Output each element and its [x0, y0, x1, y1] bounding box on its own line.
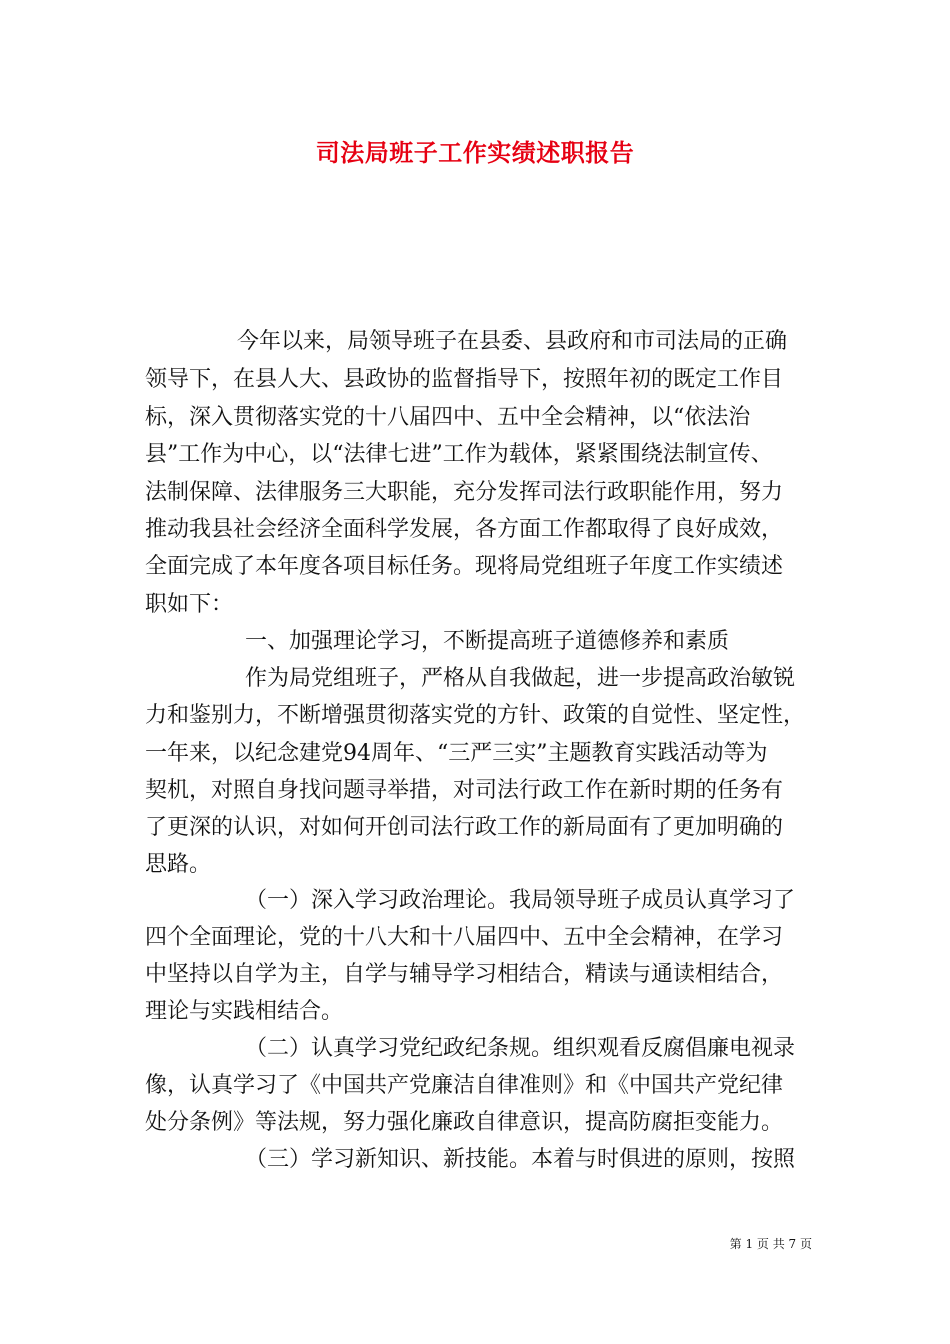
- body-line: 今年以来，局领导班子在县委、县政府和市司法局的正确: [237, 329, 788, 354]
- body-line: 职如下：: [145, 592, 234, 617]
- document-title: 司法局班子工作实绩述职报告: [315, 138, 635, 167]
- body-line: 思路。: [145, 852, 212, 877]
- body-line: 县”工作为中心，以“法律七进”工作为载体，紧紧围绕法制宣传、: [145, 442, 773, 467]
- body-line: 作为局党组班子，严格从自我做起，进一步提高政治敏锐: [245, 666, 796, 691]
- body-line: 一年来，以纪念建党94周年、“三严三实”主题教育实践活动等为: [145, 741, 768, 766]
- body-line: 全面完成了本年度各项目标任务。现将局党组班子年度工作实绩述: [145, 554, 784, 579]
- body-line: 四个全面理论，党的十八大和十八届四中、五中全会精神，在学习: [145, 925, 784, 950]
- body-line: 理论与实践相结合。: [145, 999, 344, 1024]
- body-line: （三）学习新知识、新技能。本着与时俱进的原则，按照: [245, 1147, 796, 1172]
- body-line: 推动我县社会经济全面科学发展，各方面工作都取得了良好成效，: [145, 517, 784, 542]
- body-line: 标，深入贯彻落实党的十八届四中、五中全会精神，以“依法治: [145, 405, 751, 430]
- body-line: 领导下，在县人大、县政协的监督指导下，按照年初的既定工作目: [145, 367, 784, 392]
- section-heading: 一、加强理论学习，不断提高班子道德修养和素质: [245, 629, 730, 654]
- body-line: （二）认真学习党纪政纪条规。组织观看反腐倡廉电视录: [245, 1036, 796, 1061]
- body-line: 法制保障、法律服务三大职能，充分发挥司法行政职能作用，努力: [145, 480, 784, 505]
- body-line: 了更深的认识，对如何开创司法行政工作的新局面有了更加明确的: [145, 815, 784, 840]
- page-number: 第 1 页 共 7 页: [729, 1237, 812, 1251]
- body-line: 中坚持以自学为主，自学与辅导学习相结合，精读与通读相结合，: [145, 962, 784, 987]
- body-line: 力和鉴别力，不断增强贯彻落实党的方针、政策的自觉性、坚定性，: [145, 703, 806, 728]
- body-line: 像，认真学习了《中国共产党廉洁自律准则》和《中国共产党纪律: [145, 1073, 784, 1098]
- body-line: 处分条例》等法规，努力强化廉政自律意识，提高防腐拒变能力。: [145, 1110, 784, 1135]
- body-line: （一）深入学习政治理论。我局领导班子成员认真学习了: [245, 888, 796, 913]
- body-line: 契机，对照自身找问题寻举措，对司法行政工作在新时期的任务有: [145, 778, 784, 803]
